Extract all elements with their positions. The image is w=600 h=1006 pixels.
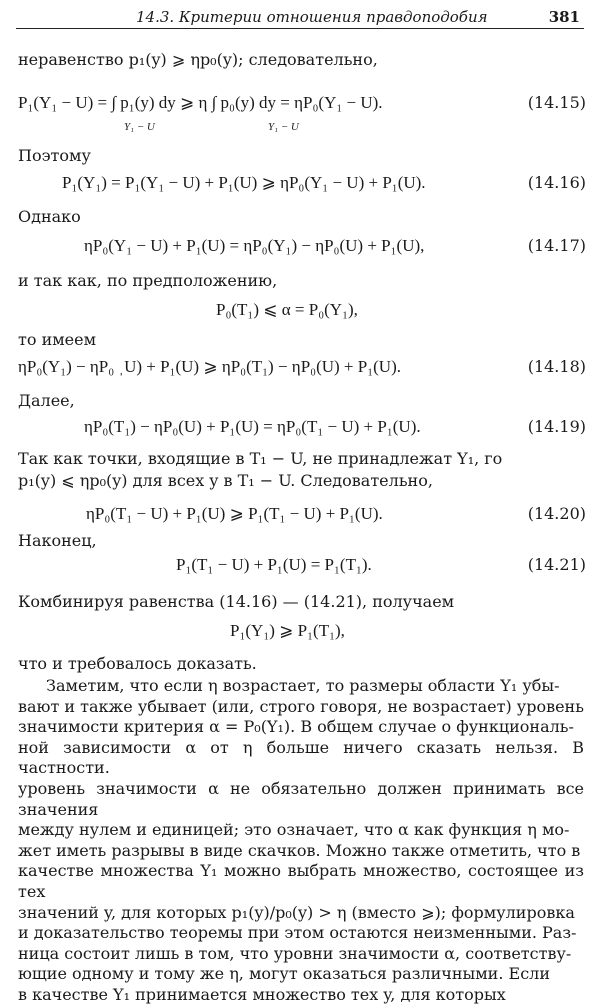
equation-number: (14.20) xyxy=(527,504,586,523)
equation-assumption: P₀(T₁) ⩽ α = P₀(Y₁), xyxy=(216,300,358,319)
equation-number: (14.19) xyxy=(527,417,586,436)
text-line: Наконец, xyxy=(18,531,97,550)
paragraph-line: и доказательство теоремы при этом остаются неизменными. Раз- xyxy=(18,923,577,943)
paragraph-line: Заметим, что если η возрастает, то размеры области Y₁ убы- xyxy=(46,676,560,695)
equation-number: (14.17) xyxy=(527,236,586,255)
running-header xyxy=(16,8,584,29)
text-line: p₁(y) ⩽ ηp₀(y) для всех y в T₁ − U. Следовательно, xyxy=(18,471,433,490)
page-number: 381 xyxy=(548,8,580,26)
paragraph-line: ница состоит лишь в том, что уровни значимости α, соответству- xyxy=(18,943,572,963)
paragraph-line: ной зависимости α от η больше ничего сказать нельзя. В частности. xyxy=(18,737,584,778)
section-title: 14.3. Критерии отношения правдоподобия xyxy=(136,8,488,26)
text-line: неравенство p₁(y) ⩾ ηp₀(y); следовательно, xyxy=(18,50,378,69)
integral-limit: Y₁ − U xyxy=(268,121,299,133)
equation-number: (14.18) xyxy=(527,357,586,376)
paragraph xyxy=(18,676,584,1006)
paragraph-line: в качестве Y₁ принимается множество тех y, для которых xyxy=(18,984,506,1004)
text-line: Комбинируя равенства (14.16) — (14.21), получаем xyxy=(18,592,455,611)
paragraph-line: между нулем и единицей; это означает, что α как функция η мо- xyxy=(18,820,570,840)
equation-number: (14.16) xyxy=(527,173,586,192)
paragraph-line: значимости критерия α = P₀(Y₁). В общем случае о функциональ- xyxy=(18,717,574,737)
paragraph-line: уровень значимости α не обязательно должен принимать все значения xyxy=(18,778,584,819)
text-line: Так как точки, входящие в T₁ − U, не принадлежат Y₁, го xyxy=(18,449,503,468)
paragraph-line: вают и также убывает (или, строго говоря, не возрастает) уровень xyxy=(18,696,584,716)
integral-limit: Y₁ − U xyxy=(124,121,155,133)
equation-14-16: P₁(Y₁) = P₁(Y₁ − U) + P₁(U) ⩾ ηP₀(Y₁ − U) + P₁(U). xyxy=(62,173,426,192)
text-line: Однако xyxy=(18,207,81,226)
text-line: Поэтому xyxy=(18,146,91,165)
equation-14-21: P₁(T₁ − U) + P₁(U) = P₁(T₁). xyxy=(176,555,372,574)
equation-14-20: ηP₀(T₁ − U) + P₁(U) ⩾ P₁(T₁ − U) + P₁(U). xyxy=(86,504,383,523)
text-line: то имеем xyxy=(18,330,97,349)
text-line: и так как, по предположению, xyxy=(18,271,278,290)
equation-14-15: P₁(Y₁ − U) = ∫ p₁(y) dy ⩾ η ∫ p₀(y) dy = ηP₀(Y₁ − U). xyxy=(18,93,383,112)
paragraph-line: значений y, для которых p₁(y)/p₀(y) > η (вместо ⩾); формулировка xyxy=(18,902,575,922)
text-line: что и требовалось доказать. xyxy=(18,654,257,673)
paragraph-line: ющие одному и тому же η, могут оказаться различными. Если xyxy=(18,964,550,984)
paragraph-line: качестве множества Y₁ можно выбрать множество, состоящее из тех xyxy=(18,861,584,901)
equation-number: (14.21) xyxy=(527,555,586,574)
equation-14-17: ηP₀(Y₁ − U) + P₁(U) = ηP₀(Y₁) − ηP₀(U) + P₁(U), xyxy=(84,236,425,255)
text-line: Далее, xyxy=(18,391,75,410)
equation-14-19: ηP₀(T₁) − ηP₀(U) + P₁(U) = ηP₀(T₁ − U) + P₁(U). xyxy=(84,417,421,436)
paragraph-line: жет иметь разрывы в виде скачков. Можно также отметить, что в xyxy=(18,840,581,860)
equation-number: (14.15) xyxy=(527,93,586,112)
equation-result: P₁(Y₁) ⩾ P₁(T₁), xyxy=(230,621,345,640)
equation-14-18: ηP₀(Y₁) − ηP₀ ˌU) + P₁(U) ⩾ ηP₀(T₁) − ηP₀(U) + P₁(U). xyxy=(18,357,401,376)
